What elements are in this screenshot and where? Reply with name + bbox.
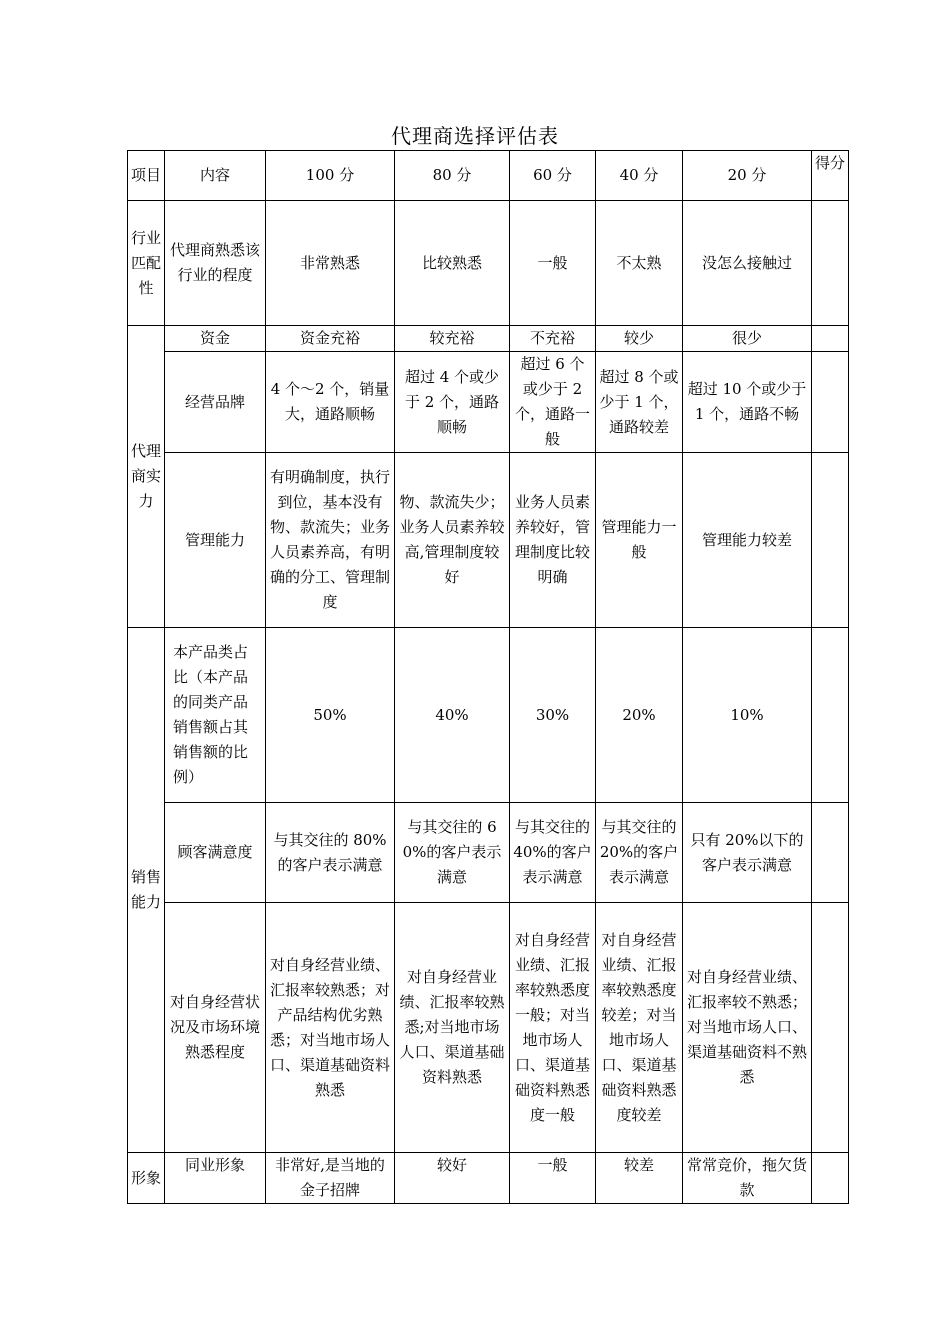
cell-60: 对自身经营业绩、汇报率较熟悉度一般；对当地市场人口、渠道基础资料熟悉度一般 — [510, 903, 596, 1153]
cell-40: 管理能力一般 — [596, 453, 683, 628]
row-content: 经营品牌 — [165, 352, 266, 453]
cell-20: 常常竞价，拖欠货款 — [683, 1153, 812, 1204]
cell-80: 物、款流失少；业务人员素养较高,管理制度较好 — [395, 453, 510, 628]
table-row — [128, 903, 849, 1153]
table-row — [128, 352, 849, 453]
cell-100: 非常好,是当地的金子招牌 — [266, 1153, 395, 1204]
cell-100: 有明确制度，执行到位，基本没有物、款流失；业务人员素养高，有明确的分工、管理制度 — [266, 453, 395, 628]
document-title: 代理商选择评估表 — [391, 124, 559, 148]
table-row — [128, 326, 849, 352]
cell-40: 较少 — [596, 326, 683, 352]
row-content: 本产品类占比（本产品的同类产品销售额占其销售额的比例） — [165, 628, 266, 803]
cell-60: 一般 — [510, 1153, 596, 1204]
cell-80: 对自身经营业绩、汇报率较熟悉;对当地市场人口、渠道基础资料熟悉 — [395, 903, 510, 1153]
cell-100: 与其交往的 80%的客户表示满意 — [266, 803, 395, 903]
score-cell[interactable] — [812, 352, 849, 453]
table-row — [128, 1153, 849, 1204]
header-score-20: 20 分 — [683, 151, 812, 201]
cell-60: 超过 6 个或少于 2 个，通路一般 — [510, 352, 596, 453]
header-score-80: 80 分 — [395, 151, 510, 201]
cell-100: 50% — [266, 628, 395, 803]
cell-20: 没怎么接触过 — [683, 201, 812, 326]
cell-60: 不充裕 — [510, 326, 596, 352]
header-item: 项目 — [128, 151, 165, 201]
header-score-40: 40 分 — [596, 151, 683, 201]
cell-80: 较充裕 — [395, 326, 510, 352]
score-cell[interactable] — [812, 1153, 849, 1204]
table-row — [128, 201, 849, 326]
cell-80: 超过 4 个或少于 2 个，通路顺畅 — [395, 352, 510, 453]
score-cell[interactable] — [812, 903, 849, 1153]
cell-100: 资金充裕 — [266, 326, 395, 352]
cell-40: 对自身经营业绩、汇报率较熟悉度较差；对当地市场人口、渠道基础资料熟悉度较差 — [596, 903, 683, 1153]
cell-60: 30% — [510, 628, 596, 803]
category-agent-strength: 代理商实力 — [128, 326, 165, 628]
cell-100: 非常熟悉 — [266, 201, 395, 326]
cell-20: 很少 — [683, 326, 812, 352]
evaluation-table — [127, 150, 849, 1204]
cell-60: 业务人员素养较好，管理制度比较明确 — [510, 453, 596, 628]
cell-40: 超过 8 个或少于 1 个，通路较差 — [596, 352, 683, 453]
cell-40: 不太熟 — [596, 201, 683, 326]
cell-20: 只有 20%以下的客户表示满意 — [683, 803, 812, 903]
row-content: 代理商熟悉该行业的程度 — [165, 201, 266, 326]
table-row — [128, 803, 849, 903]
table-row — [128, 453, 849, 628]
category-image: 形象 — [128, 1153, 165, 1204]
header-score: 得分 — [812, 151, 849, 201]
header-content: 内容 — [165, 151, 266, 201]
score-cell[interactable] — [812, 326, 849, 352]
cell-80: 40% — [395, 628, 510, 803]
cell-60: 一般 — [510, 201, 596, 326]
cell-60: 与其交往的 40%的客户表示满意 — [510, 803, 596, 903]
cell-20: 管理能力较差 — [683, 453, 812, 628]
row-content: 资金 — [165, 326, 266, 352]
category-industry-fit: 行业匹配性 — [128, 201, 165, 326]
table-row — [128, 628, 849, 803]
cell-20: 对自身经营业绩、汇报率较不熟悉；对当地市场人口、渠道基础资料不熟悉 — [683, 903, 812, 1153]
score-cell[interactable] — [812, 628, 849, 803]
score-cell[interactable] — [812, 453, 849, 628]
cell-80: 比较熟悉 — [395, 201, 510, 326]
row-content: 顾客满意度 — [165, 803, 266, 903]
cell-100: 4 个～2 个，销量大，通路顺畅 — [266, 352, 395, 453]
cell-100: 对自身经营业绩、汇报率较熟悉；对产品结构优劣熟悉；对当地市场人口、渠道基础资料熟悉 — [266, 903, 395, 1153]
cell-20: 超过 10 个或少于 1 个，通路不畅 — [683, 352, 812, 453]
row-content: 同业形象 — [165, 1153, 266, 1204]
header-score-100: 100 分 — [266, 151, 395, 201]
header-score-60: 60 分 — [510, 151, 596, 201]
header-row — [128, 151, 849, 201]
row-content: 管理能力 — [165, 453, 266, 628]
cell-80: 较好 — [395, 1153, 510, 1204]
cell-40: 与其交往的 20%的客户表示满意 — [596, 803, 683, 903]
category-sales-ability: 销售能力 — [128, 628, 165, 1153]
cell-80: 与其交往的 60%的客户表示满意 — [395, 803, 510, 903]
cell-40: 较差 — [596, 1153, 683, 1204]
score-cell[interactable] — [812, 803, 849, 903]
score-cell[interactable] — [812, 201, 849, 326]
row-content: 对自身经营状况及市场环境熟悉程度 — [165, 903, 266, 1153]
cell-20: 10% — [683, 628, 812, 803]
cell-40: 20% — [596, 628, 683, 803]
